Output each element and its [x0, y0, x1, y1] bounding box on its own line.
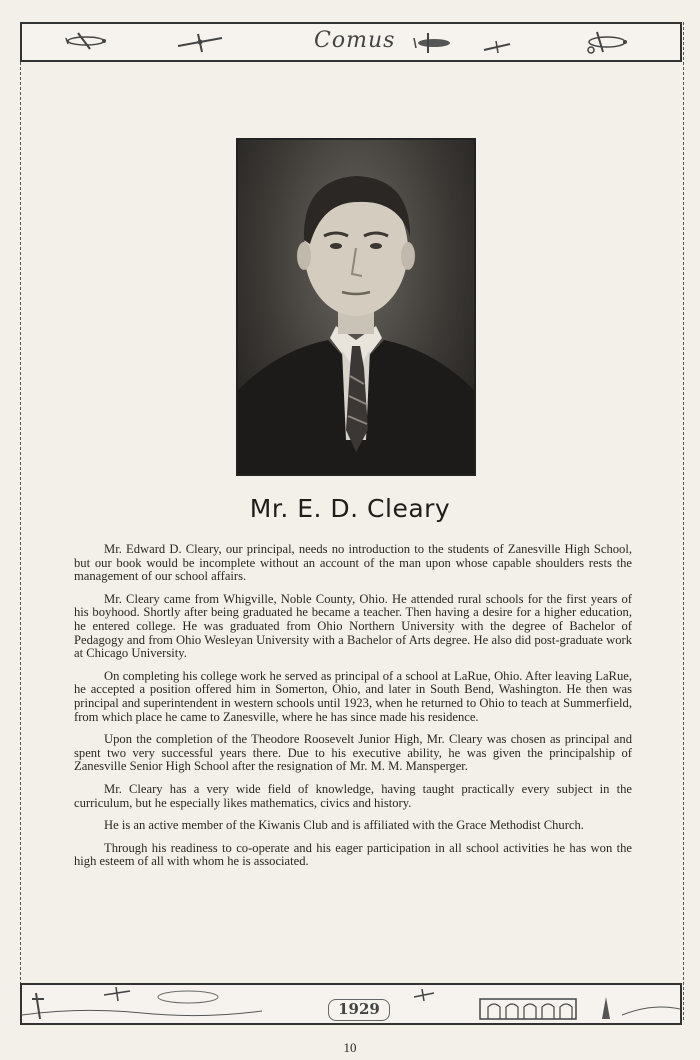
airplane-icon — [406, 30, 462, 56]
paragraph: On completing his college work he served as principal of a school at LaRue, Ohio. After leaving LaRue, he accepted a position offered him in Somerton, Ohio, and later in South Bend, Washington. He then was principal and superintendent in western schools until 1923, when he returned to Ohio to teach at Summerfield, from which place he came to Zanesville, where he has since made his residence. — [74, 668, 632, 724]
portrait-photo — [236, 138, 476, 476]
portrait-figure — [238, 140, 474, 474]
paragraph: Mr. Cleary came from Whigville, Noble County, Ohio. He attended rural schools for the first years of his boyhood. Shortly after being graduated he became a teacher. Then having a desire for a higher education, he entered college. He was graduated from Ohio Northern University with the degree of Bachelor of Pedagogy and from Ohio Wesleyan University with a Bachelor of Arts degree. He also did post-graduate work at Chicago University. — [74, 591, 632, 661]
footer-banner — [20, 983, 682, 1025]
paragraph: Mr. Cleary has a very wide field of knowledge, having taught practically every subject in the curriculum, but he especially likes mathematics, civics and history. — [74, 781, 632, 810]
footer-year: 1929 — [328, 999, 390, 1021]
airplane-icon — [58, 28, 114, 54]
paragraph: Upon the completion of the Theodore Roosevelt Junior High, Mr. Cleary was chosen as principal and spent two very successful years there. Due to his executive ability, he was given the principalship of Zanesville Senior High School after the resignation of Mr. M. M. Mansperger. — [74, 732, 632, 774]
airplane-icon — [172, 30, 228, 56]
header-banner — [20, 22, 682, 62]
paragraph: Through his readiness to co-operate and his eager participation in all school activities he has won the high esteem of all with whom he is associated. — [74, 840, 632, 869]
airplane-icon — [482, 40, 512, 54]
header-title: Comus — [314, 28, 396, 53]
paragraph: Mr. Edward D. Cleary, our principal, needs no introduction to the students of Zanesville High School, but our book would be incomplete without an account of the man upon whose capable shoulders rests the management of our school affairs. — [74, 542, 632, 584]
paragraph: He is an active member of the Kiwanis Club and is affiliated with the Grace Methodist Church. — [104, 818, 584, 833]
biography-text — [74, 543, 632, 878]
page-title: Mr. E. D. Cleary — [249, 494, 451, 523]
page-number: 10 — [343, 1040, 357, 1055]
airplane-icon — [577, 28, 637, 56]
